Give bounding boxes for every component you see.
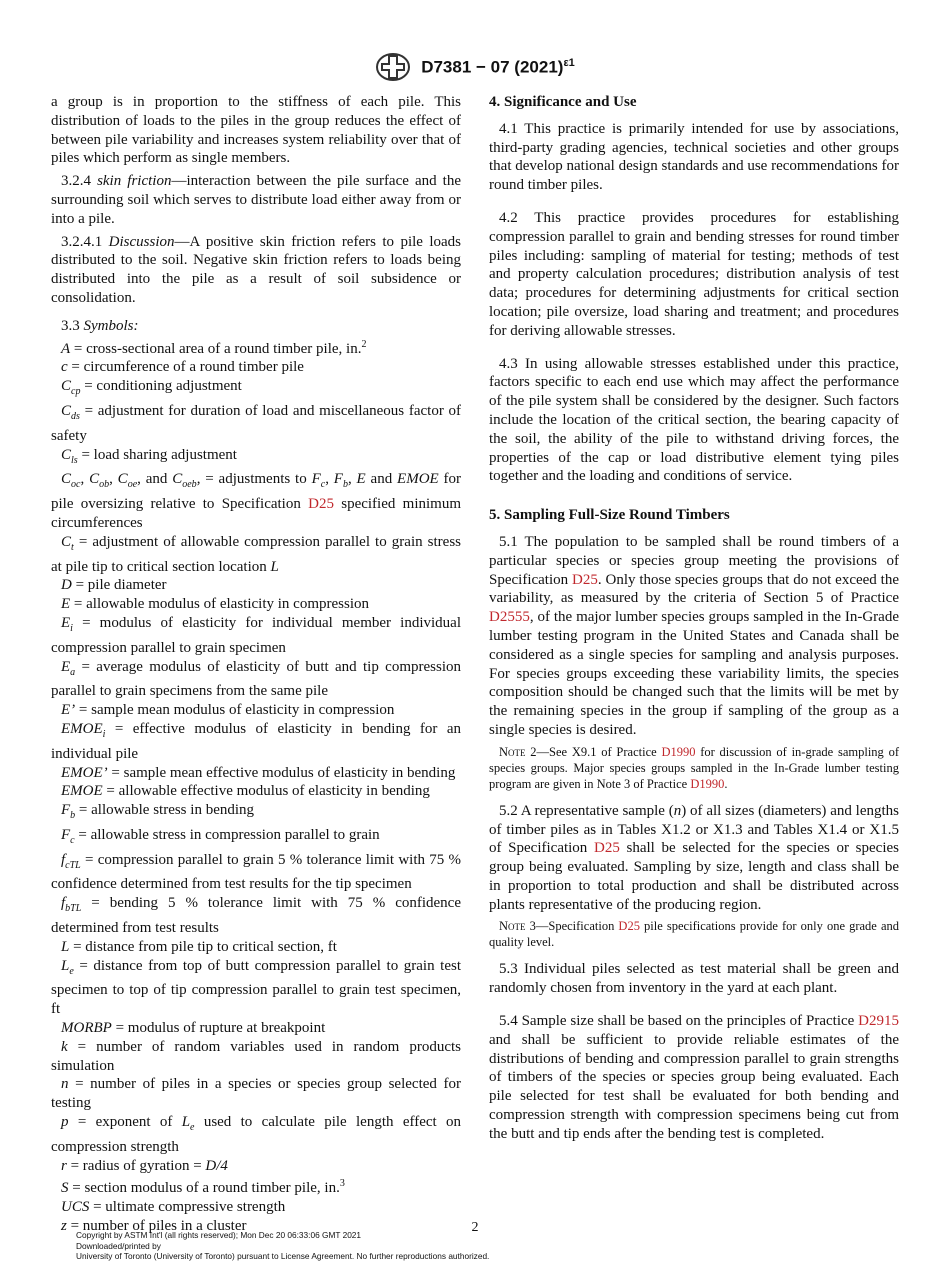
paragraph-5-4: 5.4 Sample size shall be based on the principles of Practice D2915 and shall be sufficient to provide reliable estimates of the distributions of bending and compression parallel to grain strengths of timbers of the species or species group being evaluated. Each pile selected for test shall be evaluated for both bending and compression strength with compression specimens being cut from the butt and tip ends after the bending test is completed. <box>489 1013 899 1142</box>
symbol-MORBP: MORBP = modulus of rupture at breakpoint <box>61 1020 326 1037</box>
symbol-EMOE-prime: EMOE’ = sample mean effective modulus of elasticity in bending <box>61 764 456 781</box>
paragraph-5-2: 5.2 A representative sample (n) of all sizes (diameters) and lengths of timber piles as in Tables X1.2 or X1.3 and Tables X1.4 or X1.5 of Specification D25 shall be selected for the species or species group being evaluated. Sampling by size, length and class shall be in proportion to total production and shall be distributed across plants representative of the producing region. <box>489 802 900 913</box>
symbol-A: A = cross-sectional area of a round timber pile, in.$^2$ <box>61 338 367 357</box>
ref-D25-link[interactable]: D25 <box>308 496 334 513</box>
symbol-L: L = distance from pile tip to critical section, ft <box>61 938 337 955</box>
symbol-z: z = number of piles in a cluster <box>61 1218 247 1235</box>
symbol-p: p = exponent of $L_e$ used to calculate pile length effect on compression strength <box>51 1114 461 1155</box>
epsilon-superscript: ε1 <box>563 56 575 69</box>
footer-line-1: Copyright by ASTM Int'l (all rights reserved); Mon Dec 20 06:33:06 GMT 2021 <box>76 1230 362 1240</box>
copyright-footer <box>76 1230 489 1262</box>
symbol-Ea: $E_a$ = average modulus of elasticity of butt and tip compression parallel to grain specimens from the same pile <box>51 658 461 700</box>
symbol-n: n = number of piles in a species or species group selected for testing <box>51 1076 461 1112</box>
symbol-UCS: UCS = ultimate compressive strength <box>61 1199 286 1216</box>
paragraph-5-1: 5.1 The population to be sampled shall be round timbers of a particular species or species group meeting the provisions of Specification D25. Only those species groups that do not exceed the variability, as measured by the criteria of Section 5 of Practice D2555, of the major lumber species groups sampled in the In-Grade lumber testing program in the United States and Canada shall be considered as a single species for sampling and analysis purposes. For species groups exceeding these variability limits, the species composition should be changed such that the limits will be met by the remaining species in the group if sampling of the group as a single species is desired. <box>489 533 899 738</box>
footer-line-3: University of Toronto (University of Toronto) pursuant to License Agreement. No further reproductions authorized. <box>76 1251 490 1261</box>
ref-D1990-link[interactable]: D1990 <box>661 744 696 759</box>
symbol-S: S = section modulus of a round timber pile, in.$^3$ <box>61 1178 345 1197</box>
symbol-Le: $L_e$ = distance from top of butt compression parallel to grain test specimen to top of tip compression parallel to grain test specimen, ft <box>51 957 461 1018</box>
symbols-heading: 3.3 Symbols: <box>61 317 139 334</box>
astm-logo-icon <box>375 52 411 82</box>
symbol-Fb: $F_b$ = allowable stress in bending <box>61 802 255 822</box>
note-2: Note 2—See X9.1 of Practice D1990 for discussion of in-grade sampling of species groups. Major species groups sampled in the In-Grade lumber testing program are given in Note 3 of Practice D1990. <box>489 744 899 791</box>
ref-D2915-link[interactable]: D2915 <box>858 1013 899 1030</box>
symbol-E: E = allowable modulus of elasticity in compression <box>61 596 369 613</box>
symbol-c: c = circumference of a round timber pile <box>61 359 304 376</box>
symbol-Cds: $C_{ds}$ = adjustment for duration of load and miscellaneous factor of safety <box>51 402 461 444</box>
symbol-EMOE: EMOE = allowable effective modulus of elasticity in bending <box>61 783 430 800</box>
symbol-r: r = radius of gyration = D/4 <box>61 1157 228 1174</box>
document-designation: D7381 − 07 $(2021)^{\varepsilon 1}$ <box>421 56 575 77</box>
symbol-Cls: $C_{ls}$ = load sharing adjustment <box>61 446 237 466</box>
page-number: 2 <box>471 1220 479 1235</box>
symbol-EMOEi: $EMOE_i$ = effective modulus of elasticity in bending for an individual pile <box>51 720 461 762</box>
intro-paragraph: a group is in proportion to the stiffness of each pile. This distribution of loads to the piles in the group reduces the effect of between pile variability and increases system reliability over that of piles which perform as single members. <box>51 94 461 167</box>
section-5-heading: 5. Sampling Full-Size Round Timbers <box>489 507 730 524</box>
ref-D25-link[interactable]: D25 <box>618 919 640 934</box>
footer-line-2: Downloaded/printed by <box>76 1240 161 1251</box>
paragraph-4-2: 4.2 This practice provides procedures for establishing compression parallel to grain and bending stresses for round timber piles including: sampling of material for testing; methods of test and property calculation procedures; distribution analysis of test data; procedures for determining adjustments for critical section location; pile oversize, load sharing and treatment; and procedures for deriving allowable stresses. <box>489 209 899 339</box>
note-3: Note 3—Specification D25 pile specifications provide for only one grade and quality level. <box>489 919 899 950</box>
ref-D25-link[interactable]: D25 <box>594 840 620 857</box>
symbol-fbTL: $f_{bTL}$ = bending 5 % tolerance limit with 75 % confidence determined from test results <box>51 895 461 937</box>
definition-3-2-4: 3.2.4 skin friction—interaction between the pile surface and the surrounding soil which serves to distribute load either away from or into a pile. <box>51 173 462 227</box>
page-header <box>0 52 950 82</box>
symbol-D: D = pile diameter <box>61 577 167 594</box>
ref-D1990-link[interactable]: D1990 <box>690 776 725 791</box>
left-column <box>51 93 461 1236</box>
right-column <box>489 93 899 1148</box>
paragraph-4-3: 4.3 In using allowable stresses established under this practice, factors specific to each end use which may affect the performance of the pile system shall be considered by the designer. Such factors include the location of the critical section, the bearing capacity of the soil, the ability of the pile to withstand driving forces, the properties of the cap or load distributive element tying piles together and the loading and conditions of service. <box>489 355 899 485</box>
section-4-heading: 4. Significance and Use <box>489 94 637 110</box>
ref-D2555-link[interactable]: D2555 <box>489 609 530 626</box>
symbol-Coc: $C_{oc}$, $C_{ob}$, $C_{oe}$, and $C_{oeb}$, = adjustments to $F_c$, $F_b$, E and EMOE for pile oversizing relative to Specification D25 specified minimum circumferences <box>51 471 462 531</box>
paragraph-4-1: 4.1 This practice is primarily intended for use by associations, third-party grading agencies, technical societies and other groups that develop national design standards and use recommendations for round timber piles. <box>489 120 899 194</box>
symbol-Ct: $C_t$ = adjustment of allowable compression parallel to grain stress at pile tip to critical section location L <box>51 533 461 575</box>
symbol-Fc: $F_c$ = allowable stress in compression parallel to grain <box>61 826 380 846</box>
symbol-E-prime: E’ = sample mean modulus of elasticity in compression <box>61 702 395 719</box>
symbol-Ei: $E_i$ = modulus of elasticity for individual member individual compression parallel to grain specimen <box>51 614 461 656</box>
definition-3-2-4-1: 3.2.4.1 Discussion—A positive skin friction refers to pile loads distributed to the soil. Negative skin friction refers to loads being distributed into the pile as a result of soil subsidence or consolidation. <box>51 233 462 306</box>
ref-D25-link[interactable]: D25 <box>572 571 598 588</box>
symbol-k: k = number of random variables used in random products simulation <box>51 1038 461 1074</box>
symbol-fcTL: $f_{cTL}$ = compression parallel to grain 5 % tolerance limit with 75 % confidence determined from test results for the tip specimen <box>51 851 461 893</box>
symbol-Ccp: $C_{cp}$ = conditioning adjustment <box>61 378 242 398</box>
paragraph-5-3: 5.3 Individual piles selected as test material shall be green and randomly chosen from inventory in the yard at each plant. <box>489 961 899 997</box>
